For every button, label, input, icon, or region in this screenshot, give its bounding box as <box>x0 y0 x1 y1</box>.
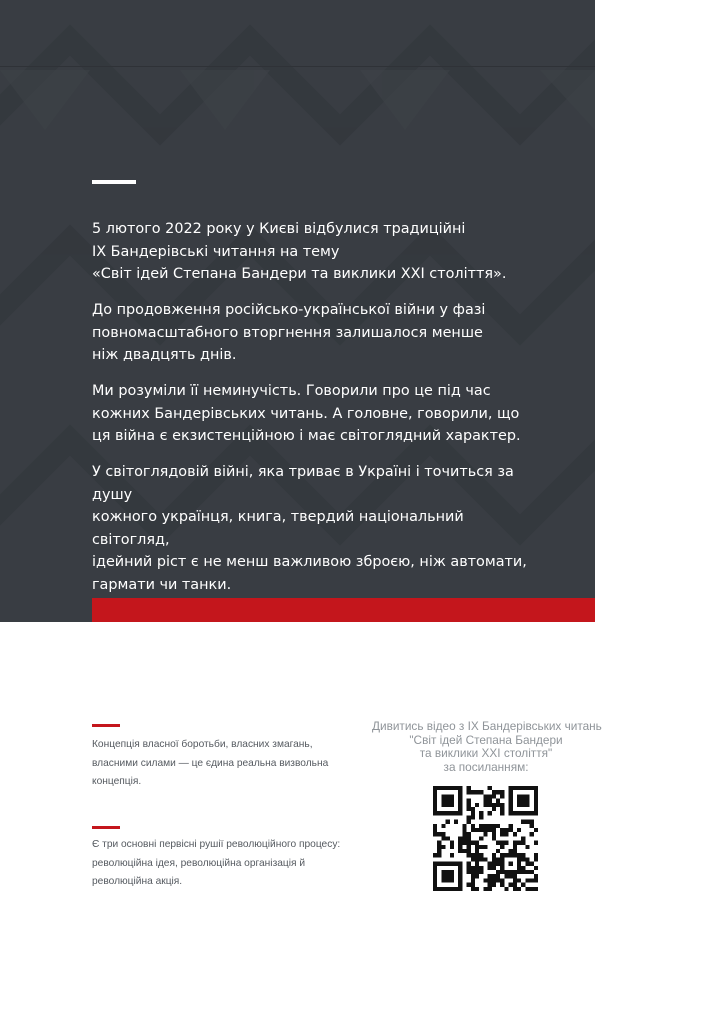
paragraph <box>92 461 532 596</box>
video-caption <box>372 720 600 774</box>
text-line: гармати чи танки. <box>92 576 232 593</box>
text-line: Ми розуміли її неминучість. Говорили про це під час <box>92 383 491 399</box>
intro-text <box>92 218 532 610</box>
note-dash <box>92 724 120 727</box>
text-line: «Світ ідей Степана Бандери та виклики XXI століття». <box>92 266 507 282</box>
note-dash <box>92 826 120 829</box>
caption-line: та виклики XXI століття" <box>419 746 553 760</box>
caption-line: "Світ ідей Степана Бандери <box>409 732 563 747</box>
quote-note: Є три основні первісні рушії революційного процесу: революційна ідея, революційна організація й революційна акція. <box>92 839 341 887</box>
text-line: 5 лютого 2022 року у Києві відбулися традиційні <box>92 221 466 237</box>
quote-note: Концепція власної боротьби, власних змагань, власними силами — це єдина реальна визвольна концепція. <box>92 739 329 787</box>
qr-code-icon[interactable] <box>433 786 538 891</box>
text-line: IX Бандерівські читання на тему <box>92 243 340 260</box>
caption-line: за посиланням: <box>443 759 529 774</box>
caption-line: Дивитись відео з IX Бандерівських читань <box>372 719 602 733</box>
text-line: кожних Бандерівських читань. А головне, говорили, що <box>92 405 520 422</box>
text-line: У світоглядовій війні, яка триває в Україні і точиться за душу <box>92 464 514 503</box>
text-line: кожного українця, книга, твердий національний світогляд, <box>92 509 464 548</box>
accent-dash <box>92 180 136 184</box>
top-divider <box>0 66 595 67</box>
paragraph <box>92 380 532 448</box>
paragraph <box>92 218 532 286</box>
text-line: ця війна є екзистенційною і має світоглядний характер. <box>92 428 521 444</box>
paragraph <box>92 299 532 367</box>
text-line: повномасштабного вторгнення залишалося менше <box>92 324 483 341</box>
text-line: ідейний ріст є не менш важливою зброєю, ніж автомати, <box>92 554 527 570</box>
text-line: До продовження російсько-української війни у фазі <box>92 302 486 318</box>
text-line: ніж двадцять днів. <box>92 347 237 363</box>
red-accent-band <box>92 598 595 622</box>
